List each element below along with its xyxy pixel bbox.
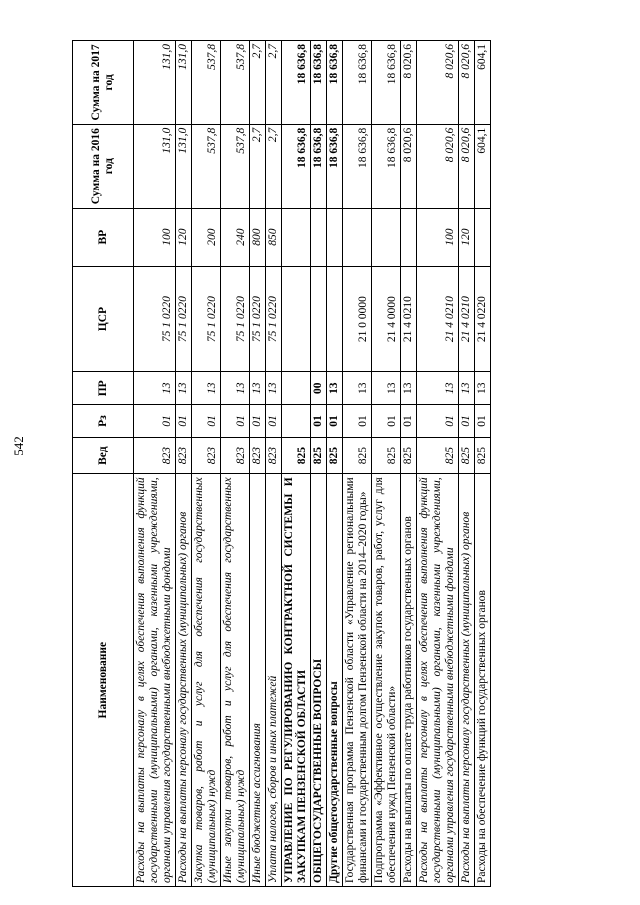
cell-pr: 13 xyxy=(192,372,221,405)
cell-csr xyxy=(282,266,311,372)
cell-rz: 01 xyxy=(401,405,417,438)
cell-vr xyxy=(343,208,372,266)
cell-vr: 240 xyxy=(221,208,250,266)
cell-csr: 75 1 0220 xyxy=(266,266,282,372)
table-row xyxy=(134,41,176,887)
cell-vr xyxy=(401,208,417,266)
cell-name: Расходы на выплаты персоналу государственных (муниципальных) органов xyxy=(176,474,192,887)
cell-ved: 825 xyxy=(372,437,401,473)
cell-vr xyxy=(475,208,491,266)
table-header-row xyxy=(73,41,134,887)
cell-name: Иные бюджетные ассигнования xyxy=(250,474,266,887)
cell-vr xyxy=(327,208,343,266)
cell-name: Другие общегосударственные вопросы xyxy=(327,474,343,887)
cell-vr: 120 xyxy=(176,208,192,266)
cell-name: Расходы на обеспечение функций государственных органов xyxy=(475,474,491,887)
cell-sum-2017: 2,7 xyxy=(266,41,282,125)
cell-sum-2017: 537,8 xyxy=(192,41,221,125)
cell-name: ОБЩЕГОСУДАРСТВЕННЫЕ ВОПРОСЫ xyxy=(311,474,327,887)
cell-csr xyxy=(327,266,343,372)
cell-pr: 13 xyxy=(221,372,250,405)
table-row xyxy=(343,41,372,887)
cell-sum-2017: 604,1 xyxy=(475,41,491,125)
table-row xyxy=(459,41,475,887)
header-ved: Вед xyxy=(73,437,134,473)
cell-pr: 13 xyxy=(266,372,282,405)
cell-rz: 01 xyxy=(372,405,401,438)
cell-csr: 21 4 0220 xyxy=(475,266,491,372)
cell-ved: 825 xyxy=(475,437,491,473)
cell-sum-2016: 18 636,8 xyxy=(372,124,401,208)
header-vr: ВР xyxy=(73,208,134,266)
table-row xyxy=(176,41,192,887)
cell-sum-2016: 604,1 xyxy=(475,124,491,208)
cell-ved: 823 xyxy=(176,437,192,473)
cell-rz: 01 xyxy=(266,405,282,438)
cell-sum-2017: 18 636,8 xyxy=(372,41,401,125)
cell-ved: 823 xyxy=(250,437,266,473)
cell-vr: 850 xyxy=(266,208,282,266)
budget-table xyxy=(72,40,491,887)
cell-pr: 13 xyxy=(475,372,491,405)
cell-ved: 825 xyxy=(417,437,459,473)
cell-rz: 01 xyxy=(475,405,491,438)
cell-sum-2016: 2,7 xyxy=(266,124,282,208)
cell-sum-2017: 2,7 xyxy=(250,41,266,125)
table-row xyxy=(192,41,221,887)
cell-pr: 13 xyxy=(343,372,372,405)
cell-sum-2017: 131,0 xyxy=(134,41,176,125)
cell-sum-2017: 18 636,8 xyxy=(311,41,327,125)
table-row xyxy=(250,41,266,887)
cell-sum-2017: 18 636,8 xyxy=(327,41,343,125)
cell-sum-2016: 537,8 xyxy=(192,124,221,208)
cell-vr xyxy=(282,208,311,266)
cell-csr: 75 1 0220 xyxy=(192,266,221,372)
header-csr: ЦСР xyxy=(73,266,134,372)
cell-rz: 01 xyxy=(459,405,475,438)
cell-vr xyxy=(311,208,327,266)
cell-ved: 825 xyxy=(401,437,417,473)
table-row xyxy=(327,41,343,887)
cell-sum-2016: 2,7 xyxy=(250,124,266,208)
cell-name: Расходы на выплаты персоналу государственных (муниципальных) органов xyxy=(459,474,475,887)
cell-name: Иные закупки товаров, работ и услуг для обеспечения государственных (муниципальных) нужд xyxy=(221,474,250,887)
cell-rz: 01 xyxy=(176,405,192,438)
header-name: Наименование xyxy=(73,474,134,887)
cell-csr xyxy=(311,266,327,372)
cell-name: Расходы на выплаты по оплате труда работников государственных органов xyxy=(401,474,417,887)
table-row xyxy=(282,41,311,887)
cell-pr: 13 xyxy=(327,372,343,405)
cell-sum-2016: 18 636,8 xyxy=(343,124,372,208)
cell-rz: 01 xyxy=(311,405,327,438)
cell-sum-2016: 537,8 xyxy=(221,124,250,208)
cell-pr: 13 xyxy=(134,372,176,405)
cell-sum-2016: 131,0 xyxy=(176,124,192,208)
cell-vr: 120 xyxy=(459,208,475,266)
cell-name: Расходы на выплаты персоналу в целях обеспечения выполнения функций государственными (муниципальными) органами, казенными учреждениями, органами управления государственными внебюджетными фондами xyxy=(134,474,176,887)
header-pr: ПР xyxy=(73,372,134,405)
cell-sum-2016: 8 020,6 xyxy=(417,124,459,208)
page-number: 542 xyxy=(10,436,26,456)
cell-sum-2017: 18 636,8 xyxy=(282,41,311,125)
cell-ved: 825 xyxy=(343,437,372,473)
cell-rz: 01 xyxy=(134,405,176,438)
cell-rz: 01 xyxy=(221,405,250,438)
cell-name: УПРАВЛЕНИЕ ПО РЕГУЛИРОВАНИЮ КОНТРАКТНОЙ СИСТЕМЫ И ЗАКУПКАМ ПЕНЗЕНСКОЙ ОБЛАСТИ xyxy=(282,474,311,887)
cell-csr: 75 1 0220 xyxy=(250,266,266,372)
cell-name: Подпрограмма «Эффективное осуществление закупок товаров, работ, услуг для обеспечения нужд Пензенской области» xyxy=(372,474,401,887)
table-row xyxy=(475,41,491,887)
cell-ved: 825 xyxy=(327,437,343,473)
cell-csr: 21 0 0000 xyxy=(343,266,372,372)
cell-ved: 825 xyxy=(282,437,311,473)
cell-sum-2016: 8 020,6 xyxy=(401,124,417,208)
table-row xyxy=(372,41,401,887)
cell-name: Расходы на выплаты персоналу в целях обеспечения выполнения функций государственными (муниципальными) органами, казенными учреждениями, органами управления государственными внебюджетными фондами xyxy=(417,474,459,887)
table-row xyxy=(401,41,417,887)
cell-ved: 823 xyxy=(192,437,221,473)
cell-pr: 13 xyxy=(401,372,417,405)
cell-csr: 21 4 0210 xyxy=(459,266,475,372)
table-body xyxy=(134,41,491,887)
cell-name: Уплата налогов, сборов и иных платежей xyxy=(266,474,282,887)
cell-ved: 823 xyxy=(221,437,250,473)
cell-csr: 75 1 0220 xyxy=(176,266,192,372)
cell-sum-2017: 8 020,6 xyxy=(417,41,459,125)
cell-ved: 823 xyxy=(266,437,282,473)
budget-table-sheet xyxy=(72,40,612,887)
cell-sum-2017: 8 020,6 xyxy=(459,41,475,125)
cell-ved: 825 xyxy=(459,437,475,473)
cell-sum-2017: 8 020,6 xyxy=(401,41,417,125)
cell-vr: 100 xyxy=(134,208,176,266)
cell-csr: 75 1 0220 xyxy=(134,266,176,372)
cell-csr: 21 4 0210 xyxy=(417,266,459,372)
cell-rz xyxy=(282,405,311,438)
cell-pr: 13 xyxy=(459,372,475,405)
cell-pr: 13 xyxy=(372,372,401,405)
table-row xyxy=(266,41,282,887)
cell-vr: 800 xyxy=(250,208,266,266)
cell-sum-2016: 18 636,8 xyxy=(311,124,327,208)
header-sum-2017: Сумма на 2017 год xyxy=(73,41,134,125)
cell-pr: 00 xyxy=(311,372,327,405)
header-sum-2016: Сумма на 2016 год xyxy=(73,124,134,208)
cell-name: Государственная программа Пензенской области «Управление региональными финансами и государственным долгом Пензенской области на 2014–2020 годы» xyxy=(343,474,372,887)
table-row xyxy=(221,41,250,887)
cell-pr xyxy=(282,372,311,405)
header-rz: Рз xyxy=(73,405,134,438)
cell-sum-2016: 8 020,6 xyxy=(459,124,475,208)
cell-vr: 100 xyxy=(417,208,459,266)
cell-rz: 01 xyxy=(343,405,372,438)
cell-sum-2017: 18 636,8 xyxy=(343,41,372,125)
cell-pr: 13 xyxy=(250,372,266,405)
cell-sum-2017: 131,0 xyxy=(176,41,192,125)
cell-sum-2016: 18 636,8 xyxy=(282,124,311,208)
cell-name: Закупка товаров, работ и услуг для обеспечения государственных (муниципальных) нужд xyxy=(192,474,221,887)
table-row xyxy=(311,41,327,887)
cell-sum-2016: 18 636,8 xyxy=(327,124,343,208)
cell-csr: 75 1 0220 xyxy=(221,266,250,372)
cell-rz: 01 xyxy=(192,405,221,438)
cell-rz: 01 xyxy=(327,405,343,438)
cell-vr xyxy=(372,208,401,266)
cell-rz: 01 xyxy=(250,405,266,438)
cell-csr: 21 4 0210 xyxy=(401,266,417,372)
cell-ved: 823 xyxy=(134,437,176,473)
cell-vr: 200 xyxy=(192,208,221,266)
cell-ved: 825 xyxy=(311,437,327,473)
cell-sum-2017: 537,8 xyxy=(221,41,250,125)
cell-pr: 13 xyxy=(417,372,459,405)
cell-csr: 21 4 0000 xyxy=(372,266,401,372)
table-row xyxy=(417,41,459,887)
cell-rz: 01 xyxy=(417,405,459,438)
cell-pr: 13 xyxy=(176,372,192,405)
cell-sum-2016: 131,0 xyxy=(134,124,176,208)
